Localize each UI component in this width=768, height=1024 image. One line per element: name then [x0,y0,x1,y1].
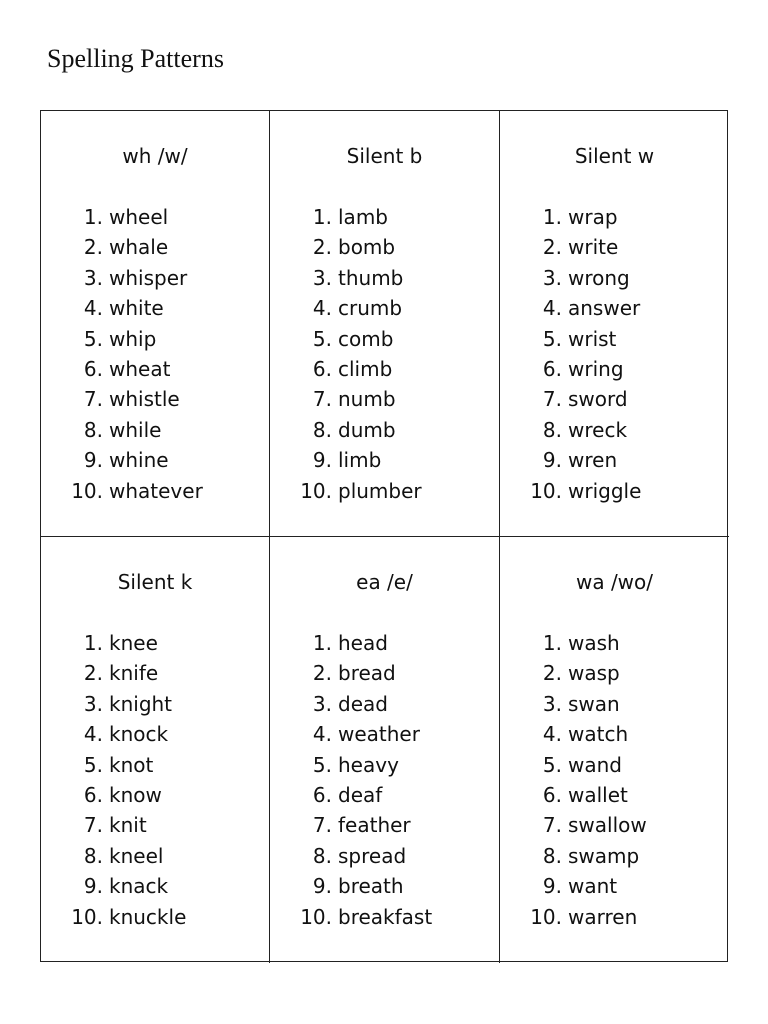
section-heading: Silent b [346,144,423,168]
word: knock [109,722,169,747]
word: knuckle [109,904,187,929]
list-item [41,660,186,690]
section-heading: wh /w/ [122,144,188,168]
list-item [41,326,203,356]
word: thumb [338,265,404,290]
word: white [109,296,164,321]
item-number: 5. [542,752,562,777]
word: knit [109,813,147,838]
word: whip [109,326,157,351]
word: weather [338,722,420,747]
list-item [270,812,432,842]
list-item [41,204,203,234]
list-item [500,721,647,751]
item-number: 5. [542,326,562,351]
word: wallet [568,782,628,807]
item-number: 6. [83,782,103,807]
item-number: 2. [83,661,103,686]
word: wasp [568,661,620,686]
list-item [270,752,432,782]
list-item [500,843,647,873]
list-item [500,356,641,386]
word: dead [338,691,388,716]
list-item [41,417,203,447]
word: knack [109,874,169,899]
item-number: 9. [83,874,103,899]
word: knot [109,752,154,777]
list-item [270,873,432,903]
item-number: 3. [542,691,562,716]
item-number: 5. [83,326,103,351]
word: warren [568,904,638,929]
word: climb [338,356,393,381]
list-item [500,386,641,416]
item-number: 1. [83,205,103,229]
item-number: 4. [312,296,332,321]
pattern-section [41,111,270,537]
list-item [41,265,203,295]
item-number: 3. [312,691,332,716]
item-number: 2. [312,235,332,260]
section-heading: Silent w [574,144,655,168]
list-item [500,630,647,660]
item-number: 8. [542,417,562,442]
list-item [41,843,186,873]
item-number: 1. [312,631,332,655]
word-list [41,630,186,934]
list-item [500,873,647,903]
item-number: 7. [542,813,562,838]
list-item [270,478,422,508]
word-list [500,204,641,508]
list-item [270,721,432,751]
word: heavy [338,752,399,777]
pattern-section [270,111,500,537]
list-item [270,447,422,477]
item-number: 9. [312,874,332,899]
item-number: 7. [83,813,103,838]
item-number: 6. [312,356,332,381]
word: swamp [568,843,640,868]
word: answer [568,296,641,321]
item-number: 2. [542,661,562,686]
list-item [41,234,203,264]
item-number: 10. [71,478,103,503]
word: deaf [338,782,383,807]
word: numb [338,387,396,412]
word: swan [568,691,620,716]
word: bomb [338,235,396,260]
word: wring [568,356,624,381]
word-list [41,204,203,508]
item-number: 3. [83,691,103,716]
item-number: 9. [83,448,103,473]
word: wren [568,448,618,473]
item-number: 7. [83,387,103,412]
list-item [270,234,422,264]
word: know [109,782,162,807]
word: spread [338,843,407,868]
item-number: 10. [71,904,103,929]
item-number: 7. [312,387,332,412]
word: whistle [109,387,180,412]
word: feather [338,813,411,838]
list-item [500,326,641,356]
list-item [500,204,641,234]
word: whisper [109,265,188,290]
list-item [270,904,432,934]
list-item [500,904,647,934]
pattern-section [270,537,500,963]
list-item [500,691,647,721]
word: watch [568,722,629,747]
list-item [41,721,186,751]
word: bread [338,661,396,686]
word: swallow [568,813,647,838]
word: head [338,631,388,655]
word: sword [568,387,628,412]
list-item [270,843,432,873]
word: whatever [109,478,203,503]
item-number: 8. [83,843,103,868]
word: comb [338,326,394,351]
list-item [500,660,647,690]
list-item [270,356,422,386]
word: wrap [568,205,618,229]
list-item [41,630,186,660]
item-number: 10. [300,904,332,929]
list-item [41,873,186,903]
item-number: 3. [83,265,103,290]
item-number: 9. [542,874,562,899]
word: limb [338,448,382,473]
word: whale [109,235,169,260]
item-number: 1. [542,631,562,655]
item-number: 2. [312,661,332,686]
item-number: 4. [312,722,332,747]
item-number: 1. [312,205,332,229]
item-number: 8. [83,417,103,442]
word: whine [109,448,169,473]
list-item [41,295,203,325]
list-item [270,326,422,356]
item-number: 10. [300,478,332,503]
item-number: 2. [83,235,103,260]
item-number: 7. [542,387,562,412]
word: kneel [109,843,164,868]
item-number: 4. [83,722,103,747]
item-number: 8. [312,843,332,868]
word-list [270,204,422,508]
list-item [270,265,422,295]
word-list [500,630,647,934]
item-number: 1. [83,631,103,655]
list-item [41,386,203,416]
list-item [41,691,186,721]
list-item [41,752,186,782]
item-number: 2. [542,235,562,260]
word: wrist [568,326,617,351]
list-item [500,812,647,842]
word: want [568,874,618,899]
list-item [270,630,432,660]
list-item [270,386,422,416]
item-number: 9. [312,448,332,473]
word: breath [338,874,404,899]
list-item [270,295,422,325]
word: while [109,417,162,442]
list-item [500,417,641,447]
word: write [568,235,619,260]
list-item [270,691,432,721]
list-item [500,234,641,264]
item-number: 8. [542,843,562,868]
pattern-section [500,111,729,537]
word: wriggle [568,478,642,503]
item-number: 5. [312,752,332,777]
item-number: 9. [542,448,562,473]
spelling-table [40,110,728,962]
word: dumb [338,417,396,442]
list-item [500,295,641,325]
section-heading: Silent k [117,570,193,594]
word: crumb [338,296,403,321]
page-title: Spelling Patterns [47,44,224,73]
word: lamb [338,205,388,229]
item-number: 6. [542,782,562,807]
word: wrong [568,265,630,290]
list-item [270,782,432,812]
list-item [41,904,186,934]
word: wreck [568,417,628,442]
list-item [270,417,422,447]
item-number: 6. [312,782,332,807]
section-heading: ea /e/ [356,570,413,594]
item-number: 10. [530,478,562,503]
list-item [500,447,641,477]
list-item [41,447,203,477]
item-number: 4. [542,722,562,747]
word: wand [568,752,622,777]
item-number: 4. [542,296,562,321]
pattern-section [41,537,270,963]
item-number: 8. [312,417,332,442]
item-number: 5. [312,326,332,351]
word-list [270,630,432,934]
list-item [41,478,203,508]
item-number: 7. [312,813,332,838]
list-item [270,660,432,690]
item-number: 6. [83,356,103,381]
word: plumber [338,478,422,503]
item-number: 3. [542,265,562,290]
item-number: 5. [83,752,103,777]
list-item [500,782,647,812]
item-number: 1. [542,205,562,229]
item-number: 10. [530,904,562,929]
pattern-section [500,537,729,963]
word: knight [109,691,173,716]
list-item [270,204,422,234]
word: wheel [109,205,169,229]
list-item [500,752,647,782]
list-item [41,356,203,386]
word: breakfast [338,904,433,929]
word: wash [568,631,620,655]
word: wheat [109,356,171,381]
item-number: 6. [542,356,562,381]
list-item [500,265,641,295]
word: knee [109,631,158,655]
list-item [41,812,186,842]
item-number: 4. [83,296,103,321]
list-item [41,782,186,812]
word: knife [109,661,159,686]
section-heading: wa /wo/ [575,570,654,594]
item-number: 3. [312,265,332,290]
list-item [500,478,641,508]
